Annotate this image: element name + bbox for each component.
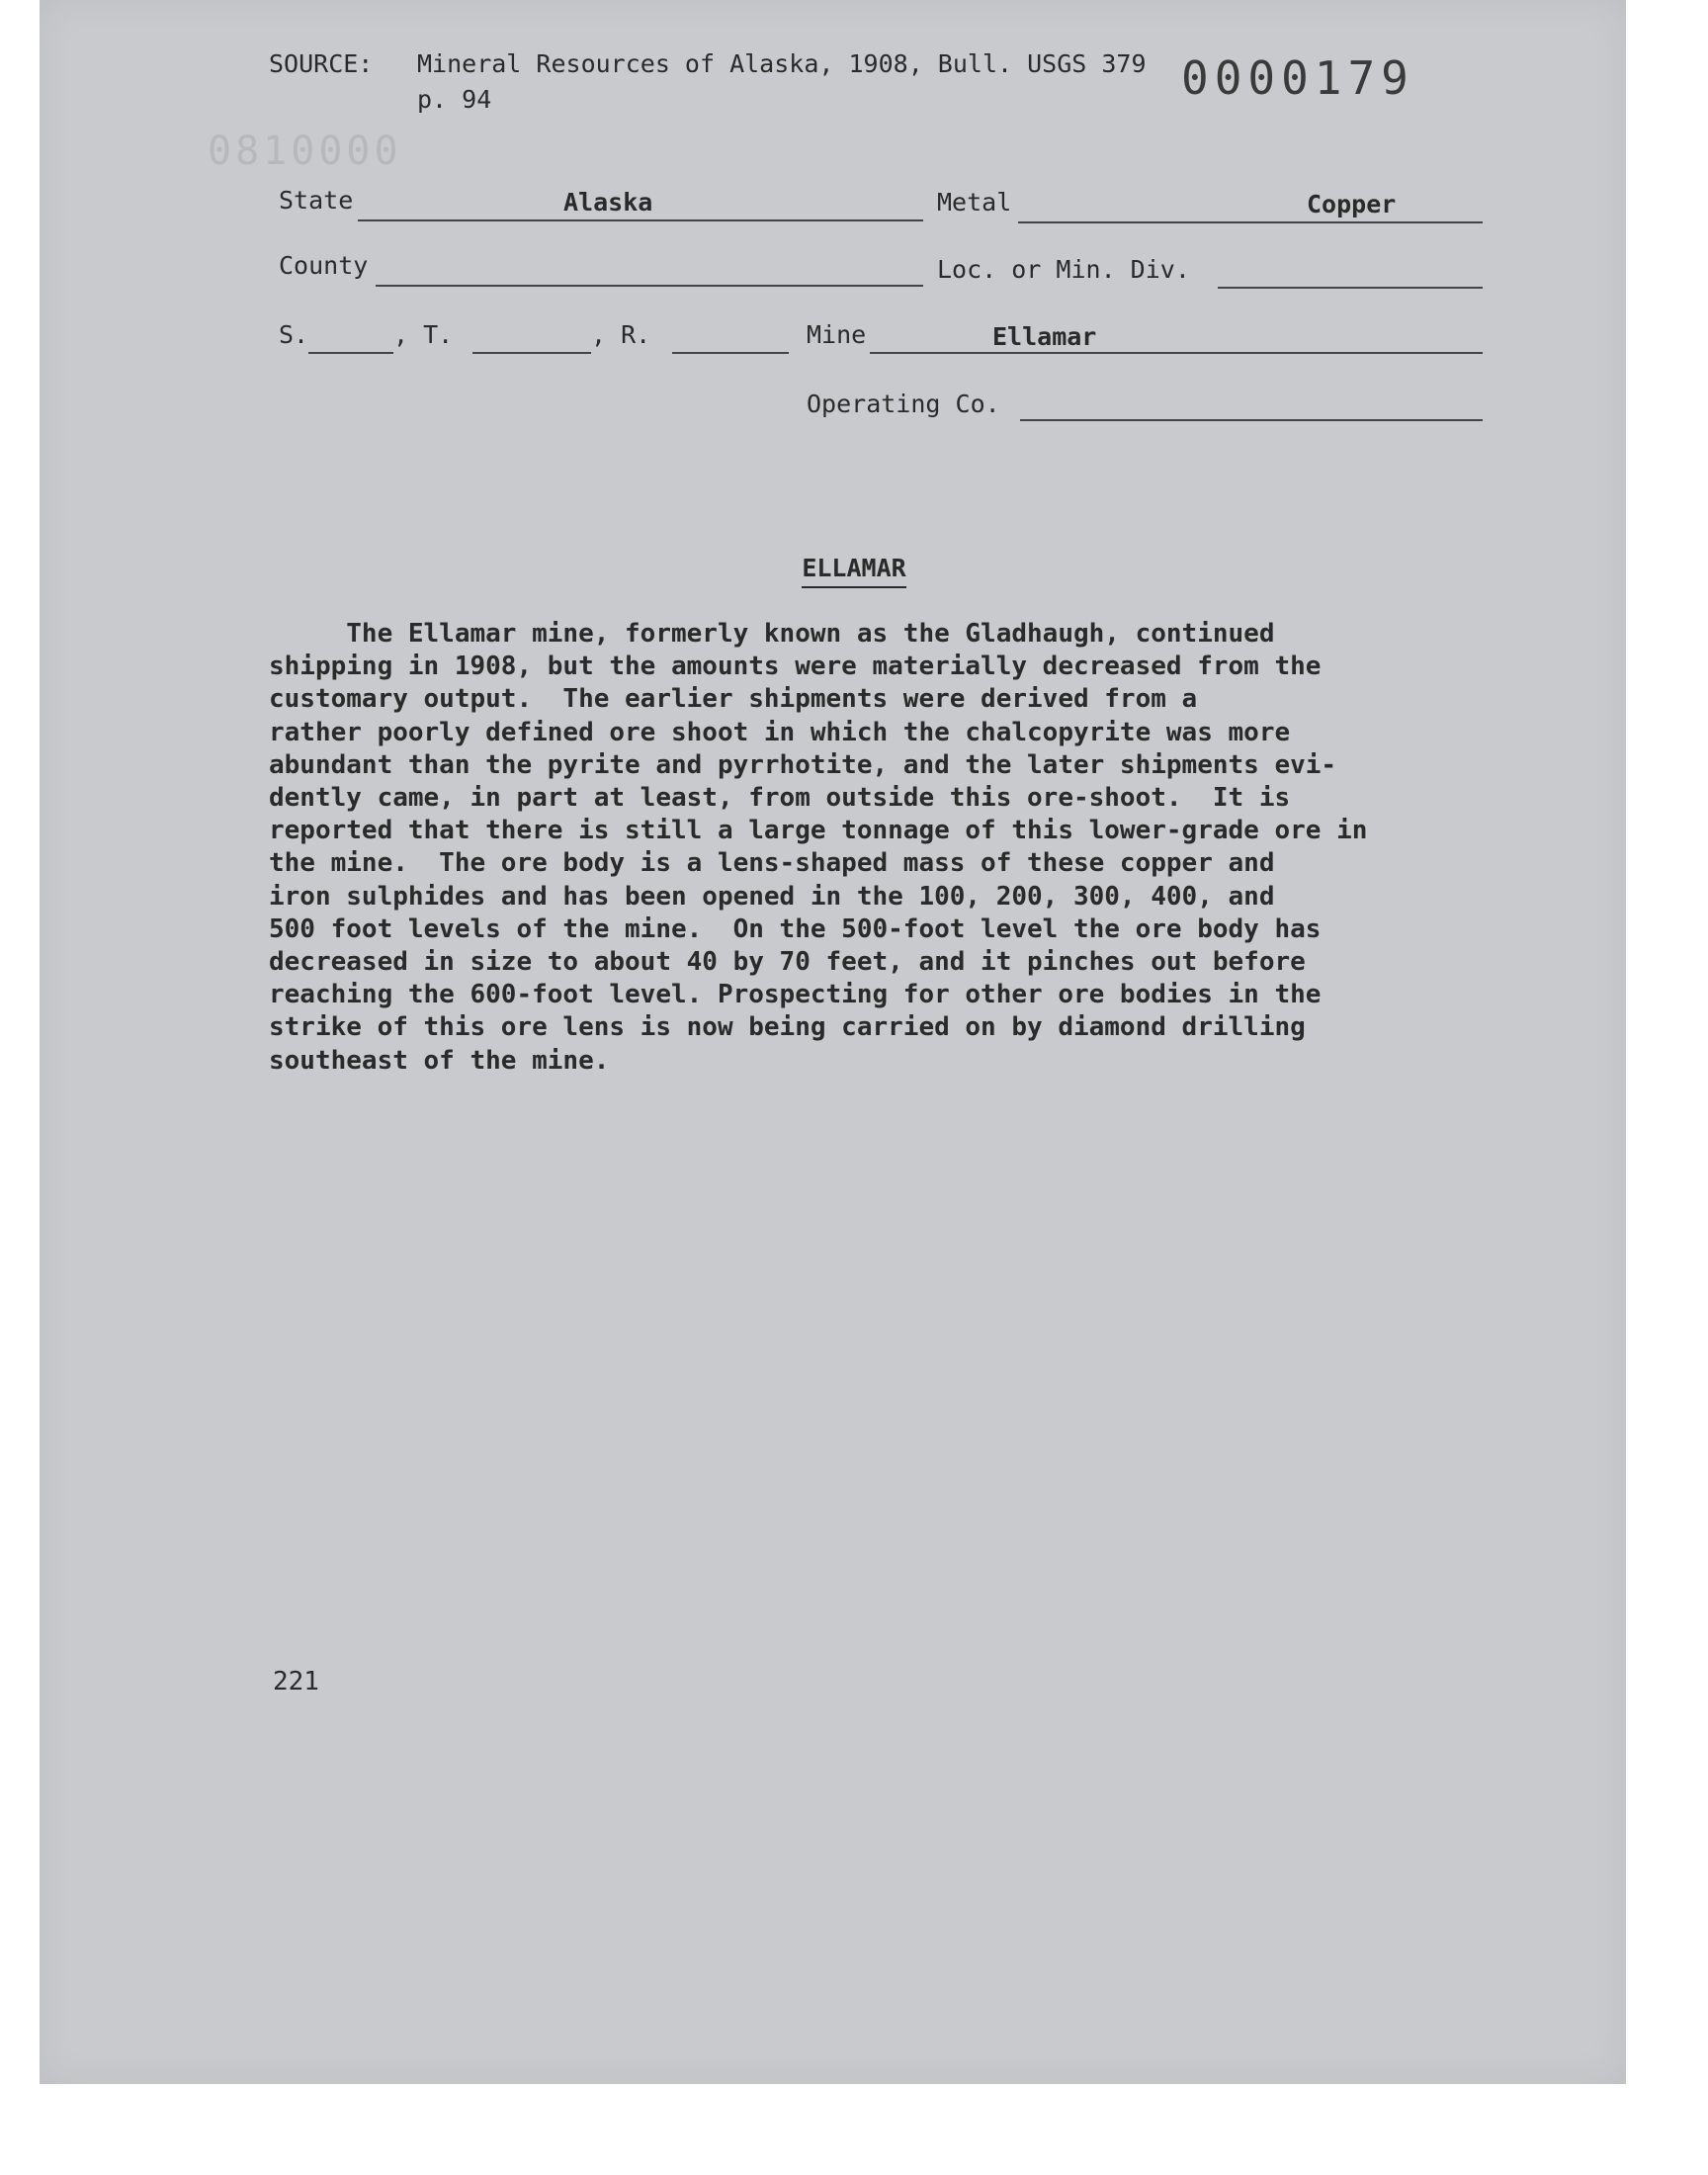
loc-label: Loc. or Min. Div.: [937, 255, 1190, 284]
mine-value: Ellamar: [992, 322, 1097, 351]
state-label: State: [279, 186, 354, 215]
metal-value: Copper: [1307, 190, 1397, 218]
state-underline: [358, 219, 923, 221]
body-line: customary output. The earlier shipments were derived from a: [269, 684, 1198, 715]
body-line: strike of this ore lens is now being carried on by diamond drilling: [269, 1012, 1306, 1043]
metal-underline: [1018, 221, 1483, 223]
mine-label: Mine: [807, 320, 867, 349]
body-line: reaching the 600-foot level. Prospecting for other ore bodies in the: [269, 980, 1322, 1010]
body-line: The Ellamar mine, formerly known as the Gladhaugh, continued: [269, 619, 1275, 649]
heading-text: ELLAMAR: [802, 554, 905, 588]
township-label: , T.: [393, 320, 454, 349]
page-number: 221: [273, 1667, 319, 1696]
metal-label: Metal: [937, 188, 1012, 217]
operating-co-underline: [1020, 419, 1483, 421]
section-heading: [0, 554, 1708, 582]
body-line: iron sulphides and has been opened in the 100, 200, 300, 400, and: [269, 881, 1275, 912]
body-paragraph: [269, 618, 1475, 1078]
state-value: Alaska: [563, 188, 653, 217]
body-line: 500 foot levels of the mine. On the 500-foot level the ore body has: [269, 914, 1322, 944]
stamp-number: 0000179: [1181, 51, 1414, 105]
range-label: , R.: [591, 320, 651, 349]
source-line-2: p. 94: [417, 85, 492, 114]
section-underline: [308, 352, 393, 354]
body-line: rather poorly defined ore shoot in which the chalcopyrite was more: [269, 717, 1291, 747]
source-label: SOURCE:: [269, 49, 374, 78]
body-line: dently came, in part at least, from outside this ore-shoot. It is: [269, 783, 1291, 814]
body-line: southeast of the mine.: [269, 1045, 610, 1076]
operating-co-label: Operating Co.: [807, 390, 1000, 418]
county-underline: [376, 285, 923, 287]
faded-stamp-number: 0810000: [208, 129, 402, 174]
body-line: decreased in size to about 40 by 70 feet, and it pinches out before: [269, 947, 1306, 978]
loc-underline: [1218, 287, 1483, 289]
source-line-1: Mineral Resources of Alaska, 1908, Bull. USGS 379: [417, 49, 1147, 78]
county-label: County: [279, 251, 369, 280]
township-underline: [472, 352, 591, 354]
section-label: S.: [279, 320, 309, 349]
body-line: the mine. The ore body is a lens-shaped mass of these copper and: [269, 848, 1275, 879]
range-underline: [672, 352, 789, 354]
mine-underline: [870, 352, 1483, 354]
body-line: abundant than the pyrite and pyrrhotite, and the later shipments evi-: [269, 749, 1337, 780]
body-line: shipping in 1908, but the amounts were materially decreased from the: [269, 652, 1322, 682]
body-line: reported that there is still a large tonnage of this lower-grade ore in: [269, 816, 1368, 846]
